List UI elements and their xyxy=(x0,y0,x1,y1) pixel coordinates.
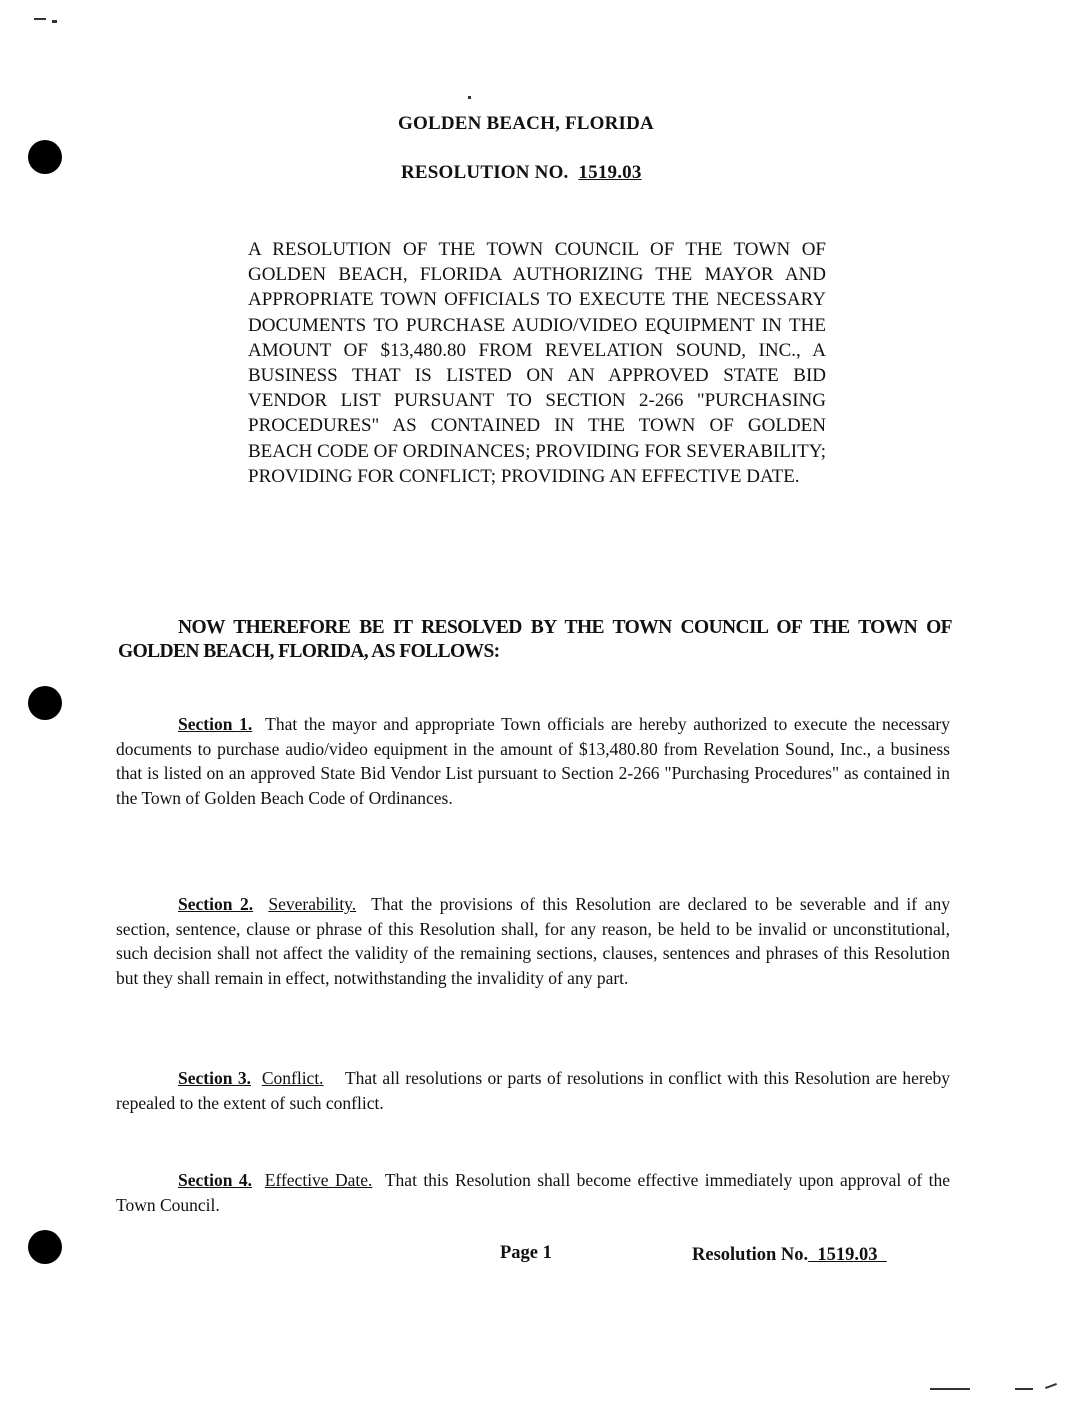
section-2-text: That the provisions of this Resolution are declared to be severable and if any section, sentence, clause or phrase of this Resolution shall, for any reason, be held to be invalid or unconstitutional, such decision shall not affect the validity of the remaining sections, clauses, sentences and phrases of this Resolution but they shall remain in effect, notwithstanding the invalidity of any part. xyxy=(116,894,950,988)
punch-hole-middle xyxy=(28,686,62,720)
footer-resolution xyxy=(692,1245,887,1266)
section-4-text: That this Resolution shall become effective immediately upon approval of the Town Council. xyxy=(116,1170,950,1215)
section-3-text: That all resolutions or parts of resolutions in conflict with this Resolution are hereby repealed to the extent of such conflict. xyxy=(116,1068,950,1113)
section-4-label: Section 4. xyxy=(178,1170,252,1190)
resolved-clause-text: NOW THEREFORE BE IT RESOLVED BY THE TOWN COUNCIL OF THE TOWN OF GOLDEN BEACH, FLORIDA, AS FOLLOWS: xyxy=(118,617,952,662)
resolution-number-heading xyxy=(401,162,642,184)
resolution-prefix: RESOLUTION NO. xyxy=(401,162,569,183)
scan-speck xyxy=(34,18,46,20)
section-2-title: Severability. xyxy=(268,894,357,914)
resolution-number: 1519.03 xyxy=(578,162,642,183)
section-4 xyxy=(116,1168,950,1217)
punch-hole-top xyxy=(28,140,62,174)
section-4-title: Effective Date. xyxy=(264,1170,373,1190)
section-1-text: That the mayor and appropriate Town officials are hereby authorized to execute the necessary documents to purchase audio/video equipment in the amount of $13,480.80 from Revelation Sound, Inc., a business that is listed on an approved State Bid Vendor List pursuant to Section 2-266 "Purchasing Procedures" as contained in the Town of Golden Beach Code of Ordinances. xyxy=(116,714,951,808)
footer-resolution-label: Resolution No. xyxy=(692,1245,809,1265)
section-1-label: Section 1. xyxy=(178,714,253,734)
document-heading: GOLDEN BEACH, FLORIDA xyxy=(398,113,654,134)
resolved-clause xyxy=(118,616,952,664)
section-3-title: Conflict. xyxy=(261,1068,324,1088)
section-2 xyxy=(116,892,950,990)
scan-speck xyxy=(1015,1388,1033,1390)
section-3 xyxy=(116,1066,950,1115)
section-1 xyxy=(116,712,950,810)
scan-speck xyxy=(468,96,471,99)
resolution-title-block: A RESOLUTION OF THE TOWN COUNCIL OF THE TOWN OF GOLDEN BEACH, FLORIDA AUTHORIZING THE MAYOR AND APPROPRIATE TOWN OFFICIALS TO EXECUTE THE NECESSARY DOCUMENTS TO PURCHASE AUDIO/VIDEO EQUIPMENT IN THE AMOUNT OF $13,480.80 FROM REVELATION SOUND, INC., A BUSINESS THAT IS LISTED ON AN APPROVED STATE BID VENDOR LIST PURSUANT TO SECTION 2-266 "PURCHASING PROCEDURES" AS CONTAINED IN THE TOWN OF GOLDEN BEACH CODE OF ORDINANCES; PROVIDING FOR SEVERABILITY; PROVIDING FOR CONFLICT; PROVIDING AN EFFECTIVE DATE. xyxy=(248,239,826,487)
footer-resolution-number: 1519.03 xyxy=(817,1245,878,1265)
scan-speck xyxy=(1045,1383,1057,1389)
punch-hole-bottom xyxy=(28,1230,62,1264)
section-3-label: Section 3. xyxy=(178,1068,251,1088)
page-number: Page 1 xyxy=(500,1243,552,1263)
scan-speck xyxy=(930,1388,970,1390)
section-2-label: Section 2. xyxy=(178,894,254,914)
scan-speck xyxy=(52,20,57,23)
